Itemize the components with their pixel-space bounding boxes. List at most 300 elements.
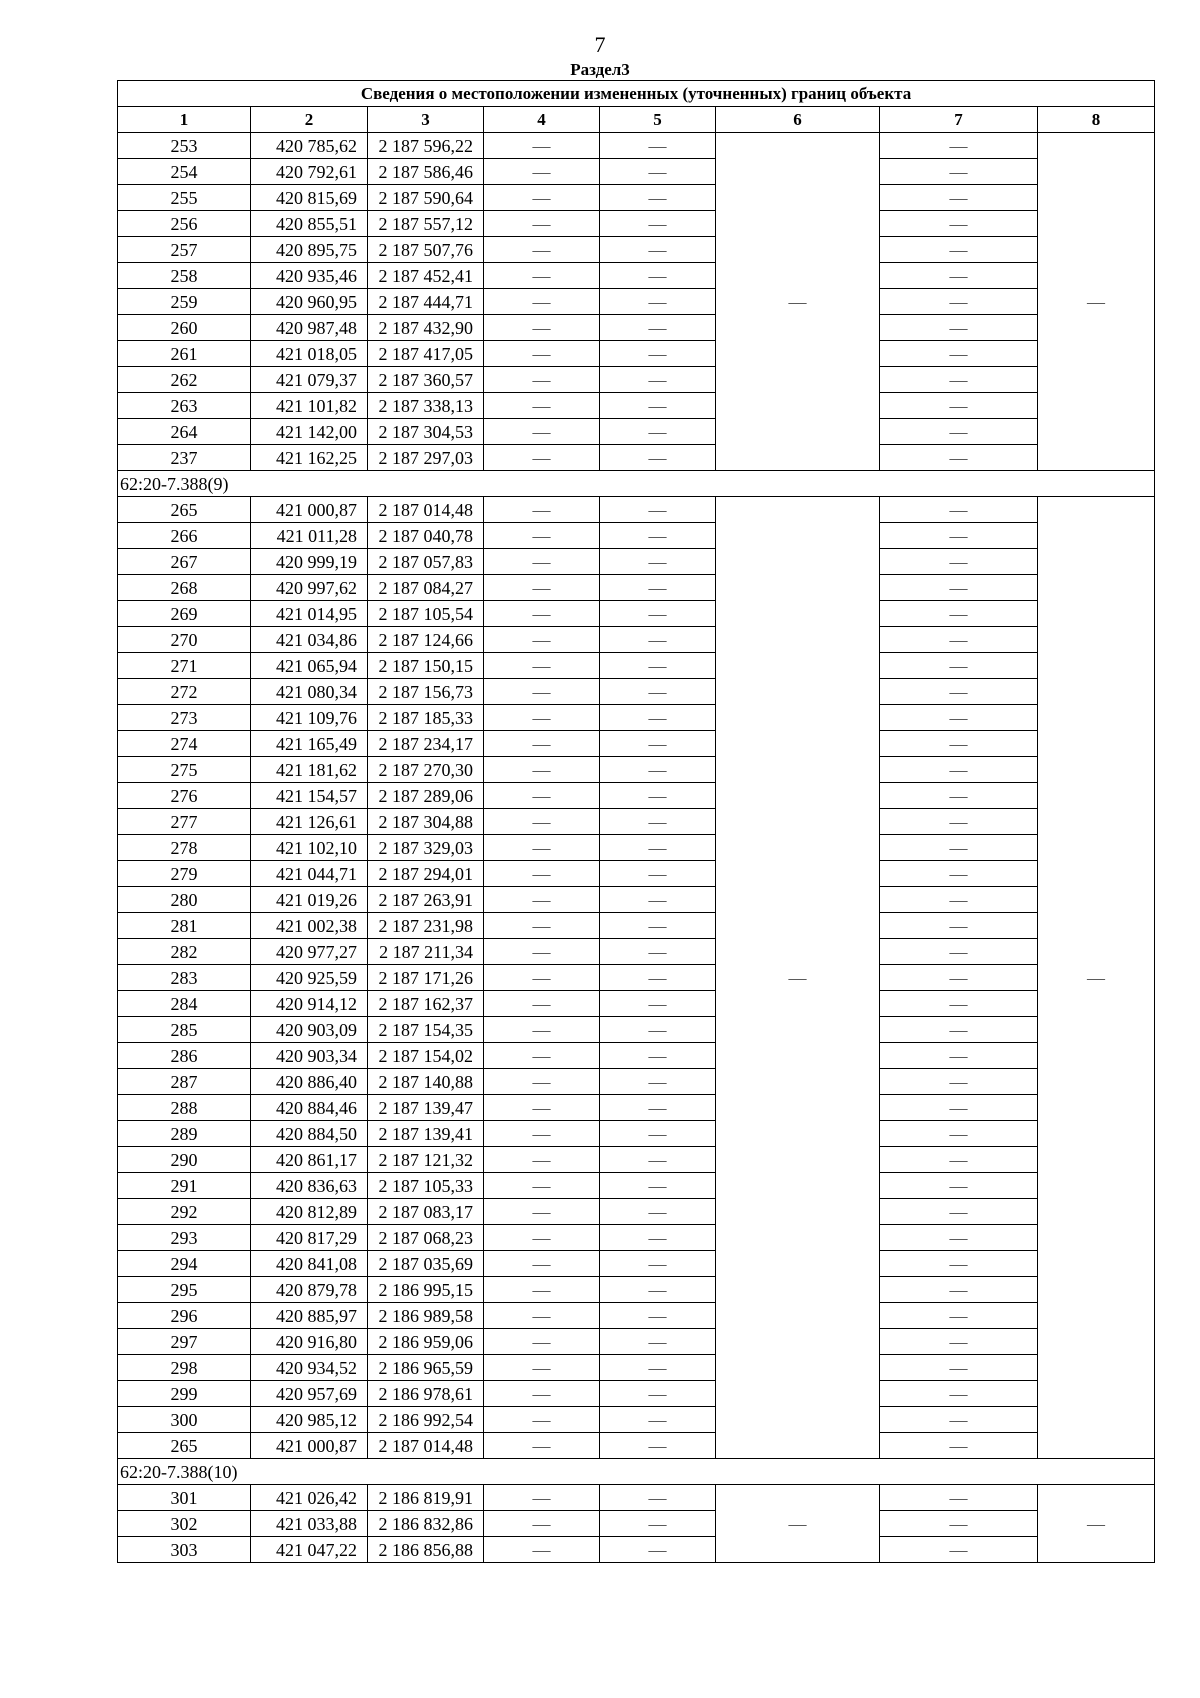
col5-dash: — [600, 601, 716, 627]
point-number: 272 [118, 679, 251, 705]
point-number: 279 [118, 861, 251, 887]
table-row [118, 1511, 1155, 1537]
table-row [118, 913, 1155, 939]
col4-dash: — [484, 1121, 600, 1147]
table-row [118, 1043, 1155, 1069]
col5-dash: — [600, 1225, 716, 1251]
y-coordinate: 2 186 819,91 [368, 1485, 484, 1511]
col7-dash: — [880, 887, 1038, 913]
col5-dash: — [600, 1381, 716, 1407]
col4-dash: — [484, 913, 600, 939]
col5-dash: — [600, 1251, 716, 1277]
point-number: 256 [118, 211, 251, 237]
x-coordinate: 421 102,10 [251, 835, 368, 861]
table-row [118, 887, 1155, 913]
table-row [118, 627, 1155, 653]
point-number: 284 [118, 991, 251, 1017]
col7-dash: — [880, 1069, 1038, 1095]
y-coordinate: 2 187 154,35 [368, 1017, 484, 1043]
col4-dash: — [484, 393, 600, 419]
col5-dash: — [600, 1017, 716, 1043]
table-row [118, 341, 1155, 367]
col5-dash: — [600, 627, 716, 653]
col5-dash: — [600, 419, 716, 445]
table-row [118, 289, 1155, 315]
col4-dash: — [484, 133, 600, 159]
col5-dash: — [600, 705, 716, 731]
table-row [118, 991, 1155, 1017]
point-number: 265 [118, 497, 251, 523]
col4-dash: — [484, 159, 600, 185]
col4-dash: — [484, 367, 600, 393]
y-coordinate: 2 187 139,47 [368, 1095, 484, 1121]
col4-dash: — [484, 861, 600, 887]
point-number: 277 [118, 809, 251, 835]
col7-dash: — [880, 861, 1038, 887]
x-coordinate: 421 018,05 [251, 341, 368, 367]
table-row [118, 159, 1155, 185]
x-coordinate: 420 886,40 [251, 1069, 368, 1095]
point-number: 268 [118, 575, 251, 601]
point-number: 271 [118, 653, 251, 679]
col8-dash: — [1038, 1485, 1155, 1563]
x-coordinate: 421 000,87 [251, 1433, 368, 1459]
point-number: 292 [118, 1199, 251, 1225]
x-coordinate: 420 997,62 [251, 575, 368, 601]
point-number: 258 [118, 263, 251, 289]
point-number: 260 [118, 315, 251, 341]
y-coordinate: 2 187 162,37 [368, 991, 484, 1017]
table-row [118, 1537, 1155, 1563]
col5-dash: — [600, 263, 716, 289]
y-coordinate: 2 187 304,88 [368, 809, 484, 835]
col5-dash: — [600, 1485, 716, 1511]
point-number: 294 [118, 1251, 251, 1277]
column-header: 7 [880, 107, 1038, 133]
y-coordinate: 2 187 171,26 [368, 965, 484, 991]
column-header: 5 [600, 107, 716, 133]
y-coordinate: 2 187 557,12 [368, 211, 484, 237]
point-number: 269 [118, 601, 251, 627]
y-coordinate: 2 187 294,01 [368, 861, 484, 887]
col4-dash: — [484, 1277, 600, 1303]
x-coordinate: 421 047,22 [251, 1537, 368, 1563]
point-number: 259 [118, 289, 251, 315]
point-number: 237 [118, 445, 251, 471]
col5-dash: — [600, 887, 716, 913]
col7-dash: — [880, 835, 1038, 861]
y-coordinate: 2 187 057,83 [368, 549, 484, 575]
x-coordinate: 420 935,46 [251, 263, 368, 289]
col5-dash: — [600, 1277, 716, 1303]
y-coordinate: 2 187 105,54 [368, 601, 484, 627]
col7-dash: — [880, 575, 1038, 601]
table-row [118, 185, 1155, 211]
table-row [118, 679, 1155, 705]
table-row [118, 601, 1155, 627]
col7-dash: — [880, 497, 1038, 523]
col5-dash: — [600, 731, 716, 757]
col4-dash: — [484, 211, 600, 237]
point-number: 288 [118, 1095, 251, 1121]
col5-dash: — [600, 445, 716, 471]
col4-dash: — [484, 809, 600, 835]
y-coordinate: 2 187 432,90 [368, 315, 484, 341]
col5-dash: — [600, 1095, 716, 1121]
point-number: 296 [118, 1303, 251, 1329]
col5-dash: — [600, 133, 716, 159]
table-row [118, 1069, 1155, 1095]
col7-dash: — [880, 627, 1038, 653]
y-coordinate: 2 187 140,88 [368, 1069, 484, 1095]
x-coordinate: 421 080,34 [251, 679, 368, 705]
col7-dash: — [880, 341, 1038, 367]
point-number: 286 [118, 1043, 251, 1069]
x-coordinate: 420 815,69 [251, 185, 368, 211]
x-coordinate: 421 044,71 [251, 861, 368, 887]
point-number: 283 [118, 965, 251, 991]
x-coordinate: 420 999,19 [251, 549, 368, 575]
point-number: 302 [118, 1511, 251, 1537]
col4-dash: — [484, 419, 600, 445]
y-coordinate: 2 187 586,46 [368, 159, 484, 185]
col7-dash: — [880, 185, 1038, 211]
y-coordinate: 2 187 014,48 [368, 1433, 484, 1459]
col4-dash: — [484, 627, 600, 653]
col4-dash: — [484, 1537, 600, 1563]
col4-dash: — [484, 263, 600, 289]
col4-dash: — [484, 835, 600, 861]
col4-dash: — [484, 341, 600, 367]
point-number: 263 [118, 393, 251, 419]
col8-dash: — [1038, 133, 1155, 471]
y-coordinate: 2 187 084,27 [368, 575, 484, 601]
table-row [118, 211, 1155, 237]
col7-dash: — [880, 315, 1038, 341]
point-number: 253 [118, 133, 251, 159]
col7-dash: — [880, 1121, 1038, 1147]
point-number: 289 [118, 1121, 251, 1147]
col7-dash: — [880, 1303, 1038, 1329]
table-row [118, 263, 1155, 289]
point-number: 287 [118, 1069, 251, 1095]
table-row [118, 731, 1155, 757]
col5-dash: — [600, 965, 716, 991]
col5-dash: — [600, 1121, 716, 1147]
y-coordinate: 2 187 083,17 [368, 1199, 484, 1225]
table-row [118, 1225, 1155, 1251]
y-coordinate: 2 187 507,76 [368, 237, 484, 263]
col5-dash: — [600, 1433, 716, 1459]
x-coordinate: 420 960,95 [251, 289, 368, 315]
x-coordinate: 421 011,28 [251, 523, 368, 549]
col7-dash: — [880, 263, 1038, 289]
table-row [118, 705, 1155, 731]
x-coordinate: 421 002,38 [251, 913, 368, 939]
col5-dash: — [600, 211, 716, 237]
col7-dash: — [880, 211, 1038, 237]
table-row [118, 1485, 1155, 1511]
col4-dash: — [484, 289, 600, 315]
col4-dash: — [484, 445, 600, 471]
point-number: 254 [118, 159, 251, 185]
col7-dash: — [880, 731, 1038, 757]
table-row [118, 393, 1155, 419]
point-number: 303 [118, 1537, 251, 1563]
col4-dash: — [484, 1511, 600, 1537]
table-row [118, 367, 1155, 393]
col4-dash: — [484, 731, 600, 757]
col7-dash: — [880, 523, 1038, 549]
group-label: 62:20-7.388(9) [118, 471, 1155, 497]
col7-dash: — [880, 601, 1038, 627]
col7-dash: — [880, 783, 1038, 809]
point-number: 290 [118, 1147, 251, 1173]
table-row [118, 1199, 1155, 1225]
y-coordinate: 2 187 338,13 [368, 393, 484, 419]
col7-dash: — [880, 705, 1038, 731]
col4-dash: — [484, 783, 600, 809]
x-coordinate: 421 014,95 [251, 601, 368, 627]
col5-dash: — [600, 237, 716, 263]
col4-dash: — [484, 601, 600, 627]
col6-dash: — [716, 1485, 880, 1563]
table-row [118, 445, 1155, 471]
col7-dash: — [880, 159, 1038, 185]
col4-dash: — [484, 1355, 600, 1381]
table-row [118, 1277, 1155, 1303]
table-row [118, 1303, 1155, 1329]
point-number: 291 [118, 1173, 251, 1199]
x-coordinate: 421 165,49 [251, 731, 368, 757]
point-number: 273 [118, 705, 251, 731]
y-coordinate: 2 187 452,41 [368, 263, 484, 289]
x-coordinate: 420 903,34 [251, 1043, 368, 1069]
y-coordinate: 2 187 444,71 [368, 289, 484, 315]
column-header: 3 [368, 107, 484, 133]
y-coordinate: 2 187 211,34 [368, 939, 484, 965]
point-number: 267 [118, 549, 251, 575]
col7-dash: — [880, 1329, 1038, 1355]
col5-dash: — [600, 835, 716, 861]
col4-dash: — [484, 705, 600, 731]
x-coordinate: 420 895,75 [251, 237, 368, 263]
y-coordinate: 2 186 989,58 [368, 1303, 484, 1329]
col7-dash: — [880, 913, 1038, 939]
col5-dash: — [600, 757, 716, 783]
coordinates-table [117, 80, 1155, 1563]
table-row [118, 1121, 1155, 1147]
table-row [118, 1407, 1155, 1433]
x-coordinate: 420 861,17 [251, 1147, 368, 1173]
x-coordinate: 420 884,50 [251, 1121, 368, 1147]
col5-dash: — [600, 991, 716, 1017]
x-coordinate: 420 925,59 [251, 965, 368, 991]
table-title: Сведения о местоположении измененных (уточненных) границ объекта [118, 81, 1155, 107]
col7-dash: — [880, 1199, 1038, 1225]
point-number: 257 [118, 237, 251, 263]
y-coordinate: 2 187 289,06 [368, 783, 484, 809]
table-row [118, 1173, 1155, 1199]
col5-dash: — [600, 1199, 716, 1225]
point-number: 275 [118, 757, 251, 783]
col7-dash: — [880, 679, 1038, 705]
point-number: 300 [118, 1407, 251, 1433]
col5-dash: — [600, 497, 716, 523]
col5-dash: — [600, 679, 716, 705]
col4-dash: — [484, 653, 600, 679]
y-coordinate: 2 187 297,03 [368, 445, 484, 471]
table-row [118, 497, 1155, 523]
y-coordinate: 2 187 590,64 [368, 185, 484, 211]
table-row [118, 133, 1155, 159]
col5-dash: — [600, 289, 716, 315]
table-row [118, 1017, 1155, 1043]
point-number: 265 [118, 1433, 251, 1459]
col7-dash: — [880, 1251, 1038, 1277]
col7-dash: — [880, 393, 1038, 419]
col5-dash: — [600, 861, 716, 887]
col7-dash: — [880, 1355, 1038, 1381]
col7-dash: — [880, 1433, 1038, 1459]
x-coordinate: 421 154,57 [251, 783, 368, 809]
table-row [118, 1329, 1155, 1355]
y-coordinate: 2 187 121,32 [368, 1147, 484, 1173]
col4-dash: — [484, 1381, 600, 1407]
col7-dash: — [880, 1407, 1038, 1433]
col5-dash: — [600, 1511, 716, 1537]
col7-dash: — [880, 965, 1038, 991]
group-label: 62:20-7.388(10) [118, 1459, 1155, 1485]
y-coordinate: 2 186 995,15 [368, 1277, 484, 1303]
table-row [118, 1251, 1155, 1277]
y-coordinate: 2 187 234,17 [368, 731, 484, 757]
x-coordinate: 421 000,87 [251, 497, 368, 523]
table-row [118, 419, 1155, 445]
col8-dash: — [1038, 497, 1155, 1459]
col7-dash: — [880, 1277, 1038, 1303]
point-number: 276 [118, 783, 251, 809]
col5-dash: — [600, 1173, 716, 1199]
col7-dash: — [880, 1173, 1038, 1199]
y-coordinate: 2 187 263,91 [368, 887, 484, 913]
x-coordinate: 420 934,52 [251, 1355, 368, 1381]
x-coordinate: 421 019,26 [251, 887, 368, 913]
col5-dash: — [600, 575, 716, 601]
col4-dash: — [484, 549, 600, 575]
table-row [118, 809, 1155, 835]
point-number: 285 [118, 1017, 251, 1043]
x-coordinate: 421 126,61 [251, 809, 368, 835]
col4-dash: — [484, 185, 600, 211]
col7-dash: — [880, 289, 1038, 315]
x-coordinate: 420 885,97 [251, 1303, 368, 1329]
table-row [118, 315, 1155, 341]
col4-dash: — [484, 523, 600, 549]
x-coordinate: 420 884,46 [251, 1095, 368, 1121]
col7-dash: — [880, 1017, 1038, 1043]
point-number: 274 [118, 731, 251, 757]
y-coordinate: 2 187 596,22 [368, 133, 484, 159]
x-coordinate: 421 033,88 [251, 1511, 368, 1537]
col7-dash: — [880, 1511, 1038, 1537]
table-row [118, 1147, 1155, 1173]
col5-dash: — [600, 341, 716, 367]
col4-dash: — [484, 575, 600, 601]
col5-dash: — [600, 367, 716, 393]
y-coordinate: 2 187 231,98 [368, 913, 484, 939]
y-coordinate: 2 187 304,53 [368, 419, 484, 445]
table-row [118, 1355, 1155, 1381]
col4-dash: — [484, 1485, 600, 1511]
col5-dash: — [600, 1147, 716, 1173]
column-header: 1 [118, 107, 251, 133]
col4-dash: — [484, 939, 600, 965]
x-coordinate: 421 142,00 [251, 419, 368, 445]
x-coordinate: 421 034,86 [251, 627, 368, 653]
table-row [118, 939, 1155, 965]
col7-dash: — [880, 549, 1038, 575]
col5-dash: — [600, 1043, 716, 1069]
x-coordinate: 420 987,48 [251, 315, 368, 341]
x-coordinate: 420 792,61 [251, 159, 368, 185]
table-row [118, 861, 1155, 887]
col4-dash: — [484, 965, 600, 991]
col7-dash: — [880, 1225, 1038, 1251]
table-row [118, 1433, 1155, 1459]
col4-dash: — [484, 1329, 600, 1355]
y-coordinate: 2 187 329,03 [368, 835, 484, 861]
col4-dash: — [484, 1251, 600, 1277]
col5-dash: — [600, 393, 716, 419]
col7-dash: — [880, 757, 1038, 783]
col7-dash: — [880, 1381, 1038, 1407]
y-coordinate: 2 187 270,30 [368, 757, 484, 783]
col7-dash: — [880, 419, 1038, 445]
col7-dash: — [880, 237, 1038, 263]
table-row [118, 835, 1155, 861]
col4-dash: — [484, 237, 600, 263]
col7-dash: — [880, 939, 1038, 965]
x-coordinate: 421 181,62 [251, 757, 368, 783]
y-coordinate: 2 187 154,02 [368, 1043, 484, 1069]
y-coordinate: 2 187 360,57 [368, 367, 484, 393]
col7-dash: — [880, 1043, 1038, 1069]
col7-dash: — [880, 1537, 1038, 1563]
point-number: 280 [118, 887, 251, 913]
point-number: 264 [118, 419, 251, 445]
y-coordinate: 2 187 124,66 [368, 627, 484, 653]
col4-dash: — [484, 1017, 600, 1043]
col7-dash: — [880, 991, 1038, 1017]
y-coordinate: 2 187 040,78 [368, 523, 484, 549]
col4-dash: — [484, 1433, 600, 1459]
table-row [118, 549, 1155, 575]
y-coordinate: 2 186 856,88 [368, 1537, 484, 1563]
x-coordinate: 421 026,42 [251, 1485, 368, 1511]
x-coordinate: 421 109,76 [251, 705, 368, 731]
table-row [118, 1381, 1155, 1407]
table-row [118, 523, 1155, 549]
col5-dash: — [600, 783, 716, 809]
point-number: 299 [118, 1381, 251, 1407]
x-coordinate: 420 957,69 [251, 1381, 368, 1407]
y-coordinate: 2 187 014,48 [368, 497, 484, 523]
col4-dash: — [484, 887, 600, 913]
column-header: 6 [716, 107, 880, 133]
x-coordinate: 420 914,12 [251, 991, 368, 1017]
point-number: 278 [118, 835, 251, 861]
